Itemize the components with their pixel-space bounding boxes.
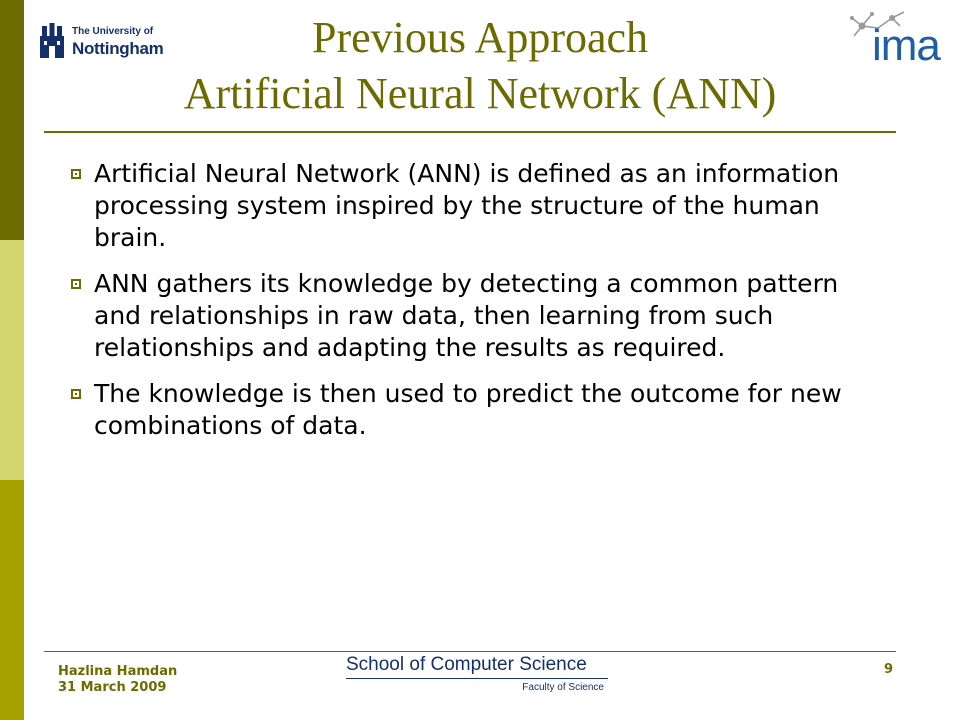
page-number: 9 bbox=[884, 662, 894, 677]
footer-divider bbox=[44, 651, 896, 652]
author-name: Hazlina Hamdan bbox=[58, 664, 178, 679]
bullet-list bbox=[70, 158, 870, 456]
square-bullet-icon bbox=[71, 279, 81, 289]
presentation-date: 31 March 2009 bbox=[58, 680, 167, 695]
side-bar-top bbox=[0, 0, 24, 240]
university-name-line1: The University of bbox=[72, 26, 154, 37]
bullet-text: Artificial Neural Network (ANN) is defined as an information processing system inspired by the structure of the human brain. bbox=[94, 159, 840, 252]
square-bullet-icon bbox=[71, 169, 81, 179]
title-divider bbox=[44, 131, 896, 133]
slide-title-line1: Previous Approach bbox=[311, 13, 649, 62]
school-logo bbox=[346, 654, 608, 695]
slide-title-line2: Artificial Neural Network (ANN) bbox=[183, 69, 777, 118]
university-name-line2: Nottingham bbox=[72, 39, 164, 58]
side-bar-middle bbox=[0, 240, 24, 480]
bullet-item bbox=[70, 158, 870, 254]
slide-title bbox=[100, 10, 860, 122]
bullet-item bbox=[70, 378, 870, 442]
bullet-text: ANN gathers its knowledge by detecting a common pattern and relationships in raw data, then learning from such relationships and adapting the results as required. bbox=[94, 269, 839, 362]
school-name: School of Computer Science bbox=[346, 654, 608, 679]
university-crest-icon bbox=[38, 22, 66, 62]
ima-logo-text: ima bbox=[872, 21, 940, 70]
square-bullet-icon bbox=[71, 389, 81, 399]
footer-author bbox=[58, 664, 177, 696]
bullet-item bbox=[70, 268, 870, 364]
bullet-text: The knowledge is then used to predict the outcome for new combinations of data. bbox=[94, 379, 842, 440]
side-bar-bottom bbox=[0, 480, 24, 720]
faculty-name: Faculty of Science bbox=[522, 682, 604, 693]
ima-logo bbox=[848, 8, 952, 74]
